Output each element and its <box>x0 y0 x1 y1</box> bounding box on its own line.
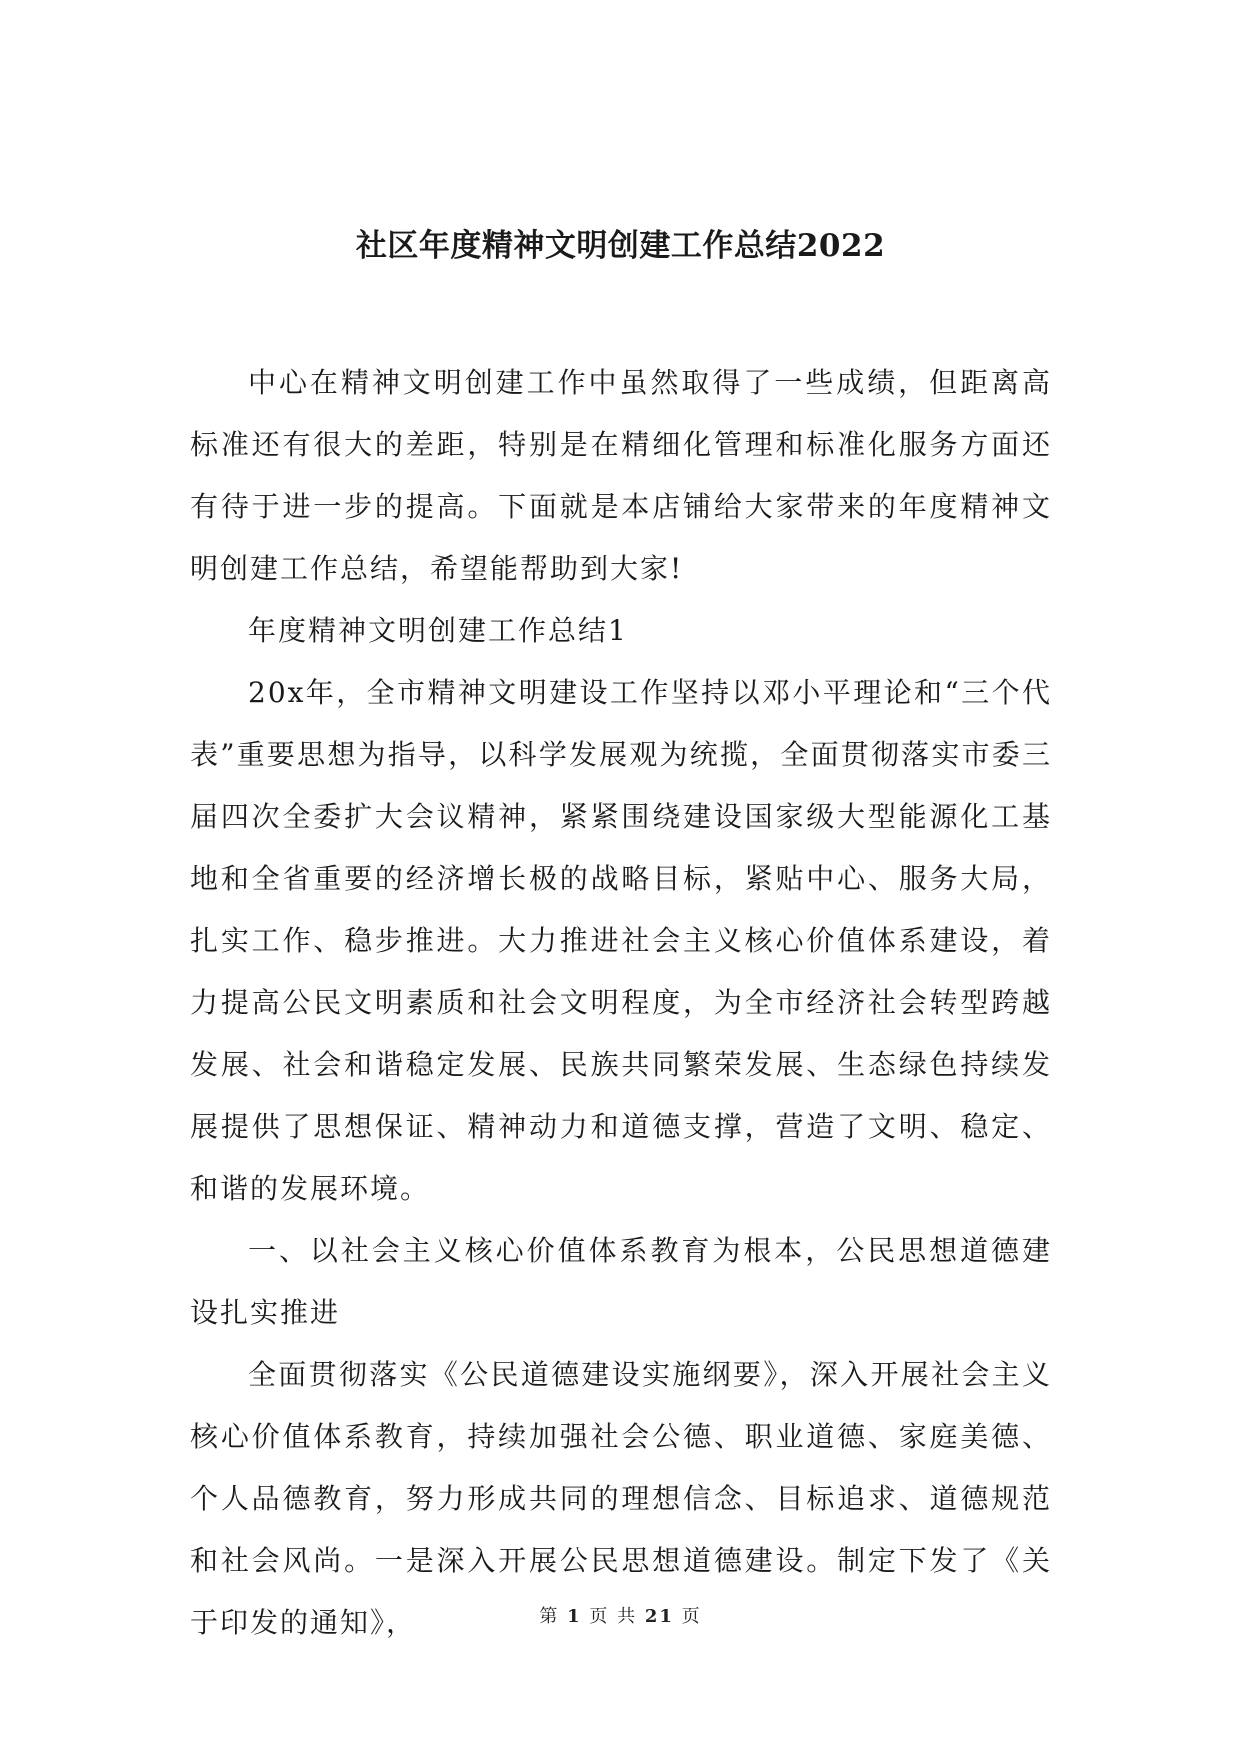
intro-paragraph: 中心在精神文明创建工作中虽然取得了一些成绩，但距离高标准还有很大的差距，特别是在精细化管理和标准化服务方面还有待于进一步的提高。下面就是本店铺给大家带来的年度精神文明创建工作总结，希望能帮助到大家! <box>190 366 1052 585</box>
footer-middle: 页 共 <box>589 1606 638 1627</box>
document-title: 社区年度精神文明创建工作总结2022 <box>355 228 886 264</box>
section-1-paragraph: 全面贯彻落实《公民道德建设实施纲要》，深入开展社会主义核心价值体系教育，持续加强社会公德、职业道德、家庭美德、个人品德教育，努力形成共同的理想信念、目标追求、道德规范和社会风尚。一是深入开展公民思想道德建设。制定下发了《关于印发的通知》， <box>190 1358 1052 1639</box>
overview-paragraph: 20x年，全市精神文明建设工作坚持以邓小平理论和“三个代表”重要思想为指导，以科学发展观为统揽，全面贯彻落实市委三届四次全委扩大会议精神，紧紧围绕建设国家级大型能源化工基地和全省重要的经济增长极的战略目标，紧贴中心、服务大局，扎实工作、稳步推进。大力推进社会主义核心价值体系建设，着力提高公民文明素质和社会文明程度，为全市经济社会转型跨越发展、社会和谐稳定发展、民族共同繁荣发展、生态绿色持续发展提供了思想保证、精神动力和道德支撑，营造了文明、稳定、和谐的发展环境。 <box>190 676 1052 1205</box>
footer-current-page: 1 <box>567 1606 582 1627</box>
page-footer <box>0 1605 1241 1629</box>
section-heading-1: 一、以社会主义核心价值体系教育为根本，公民思想道德建设扎实推进 <box>190 1234 1052 1329</box>
footer-total-pages: 21 <box>644 1606 674 1627</box>
section-heading-summary-1: 年度精神文明创建工作总结1 <box>248 614 628 647</box>
footer-suffix: 页 <box>681 1606 702 1627</box>
footer-prefix: 第 <box>539 1606 560 1627</box>
document-body <box>190 352 1052 1654</box>
